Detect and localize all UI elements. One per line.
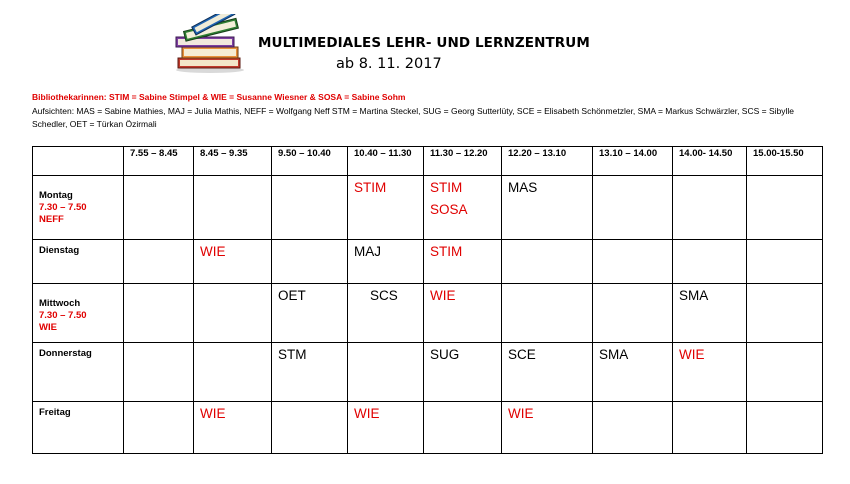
page-subtitle-date: ab 8. 11. 2017: [336, 56, 442, 72]
timetable: [32, 146, 823, 454]
supervisor-code: STIM: [430, 244, 463, 259]
day-extra-note: NEFF: [39, 214, 64, 225]
slot-cell: [194, 176, 272, 240]
slot-cell: [747, 284, 823, 343]
column-header: 12.20 – 13.10: [502, 147, 593, 176]
column-header: [33, 147, 124, 176]
slot-cell: [194, 240, 272, 284]
supervisor-code: STIM: [430, 180, 463, 195]
slot-cell: [673, 176, 747, 240]
day-extra-note: WIE: [39, 322, 57, 333]
day-extra-note: 7.30 – 7.50: [39, 310, 87, 321]
slot-cell: [272, 240, 348, 284]
slot-cell: [424, 343, 502, 402]
table-row: [33, 402, 823, 454]
column-header: 9.50 – 10.40: [272, 147, 348, 176]
table-row: [33, 240, 823, 284]
day-cell: [33, 284, 124, 343]
day-name: Donnerstag: [39, 348, 92, 359]
supervisor-code: SCE: [508, 347, 536, 362]
slot-cell: [747, 343, 823, 402]
slot-cell: [194, 402, 272, 454]
timetable-header-row: [33, 147, 823, 176]
column-header: 14.00- 14.50: [673, 147, 747, 176]
slot-cell: [747, 402, 823, 454]
supervisor-code: SMA: [599, 347, 629, 362]
day-cell: [33, 240, 124, 284]
day-cell: [33, 343, 124, 402]
day-name: Dienstag: [39, 245, 80, 256]
slot-cell: [593, 176, 673, 240]
column-header: 8.45 – 9.35: [194, 147, 272, 176]
slot-cell: [673, 343, 747, 402]
slot-cell: [272, 284, 348, 343]
supervisor-code: WIE: [354, 406, 380, 421]
day-cell: [33, 176, 124, 240]
slot-cell: [747, 176, 823, 240]
slot-cell: [124, 284, 194, 343]
slot-cell: [747, 240, 823, 284]
supervisor-code: WIE: [679, 347, 705, 362]
slot-cell: [593, 343, 673, 402]
page-title: MULTIMEDIALES LEHR- UND LERNZENTRUM: [258, 35, 590, 51]
slot-cell: [502, 402, 593, 454]
supervisor-code: OET: [278, 288, 306, 303]
day-name: Mittwoch: [39, 298, 81, 309]
day-name: Freitag: [39, 407, 71, 418]
slot-cell: [272, 402, 348, 454]
slot-cell: [124, 402, 194, 454]
slot-cell: [502, 284, 593, 343]
supervisors-legend: Aufsichten: MAS = Sabine Mathies, MAJ = Julia Mathis, NEFF = Wolfgang Neff STM = Martina Steckel, SUG = Georg Sutterlüty, SCE = Elisabeth Schönmetzler, SMA = Markus Schwärzler, SCS = Sibylle Schedler, OET = Türkan Özirmali: [32, 106, 795, 129]
slot-cell: [502, 240, 593, 284]
slot-cell: [272, 343, 348, 402]
table-row: [33, 284, 823, 343]
slot-cell: [673, 284, 747, 343]
slot-cell: [502, 176, 593, 240]
supervisor-code: MAS: [508, 180, 538, 195]
slot-cell: [593, 284, 673, 343]
column-header: 11.30 – 12.20: [424, 147, 502, 176]
supervisor-code: WIE: [508, 406, 534, 421]
table-row: [33, 176, 823, 240]
column-header: 7.55 – 8.45: [124, 147, 194, 176]
supervisor-code: SUG: [430, 347, 460, 362]
column-header: 10.40 – 11.30: [348, 147, 424, 176]
supervisor-code: STIM: [354, 180, 387, 195]
slot-cell: [424, 284, 502, 343]
supervisor-code: WIE: [200, 244, 226, 259]
slot-cell: [424, 176, 502, 240]
supervisor-code: SCS: [370, 288, 398, 303]
slot-cell: [348, 343, 424, 402]
slot-cell: [348, 240, 424, 284]
slot-cell: [424, 240, 502, 284]
slot-cell: [348, 402, 424, 454]
librarians-line: Bibliothekarinnen: STIM = Sabine Stimpel & WIE = Susanne Wiesner & SOSA = Sabine Sohm: [32, 92, 406, 102]
supervisor-code: SMA: [679, 288, 709, 303]
day-extra-note: 7.30 – 7.50: [39, 202, 87, 213]
slot-cell: [348, 284, 424, 343]
table-row: [33, 343, 823, 402]
slot-cell: [194, 343, 272, 402]
day-cell: [33, 402, 124, 454]
supervisor-code: STM: [278, 347, 307, 362]
supervisor-code: MAJ: [354, 244, 381, 259]
slot-cell: [124, 240, 194, 284]
day-name: Montag: [39, 190, 73, 201]
slot-cell: [124, 343, 194, 402]
stacked-books-icon: [172, 14, 246, 74]
supervisor-code: SOSA: [430, 202, 468, 217]
slot-cell: [673, 240, 747, 284]
supervisor-code: WIE: [200, 406, 226, 421]
column-header: 15.00-15.50: [747, 147, 823, 176]
supervisor-code: WIE: [430, 288, 456, 303]
slot-cell: [593, 240, 673, 284]
slot-cell: [124, 176, 194, 240]
slot-cell: [348, 176, 424, 240]
slot-cell: [194, 284, 272, 343]
slot-cell: [272, 176, 348, 240]
column-header: 13.10 – 14.00: [593, 147, 673, 176]
slot-cell: [502, 343, 593, 402]
slot-cell: [593, 402, 673, 454]
slot-cell: [673, 402, 747, 454]
slot-cell: [424, 402, 502, 454]
